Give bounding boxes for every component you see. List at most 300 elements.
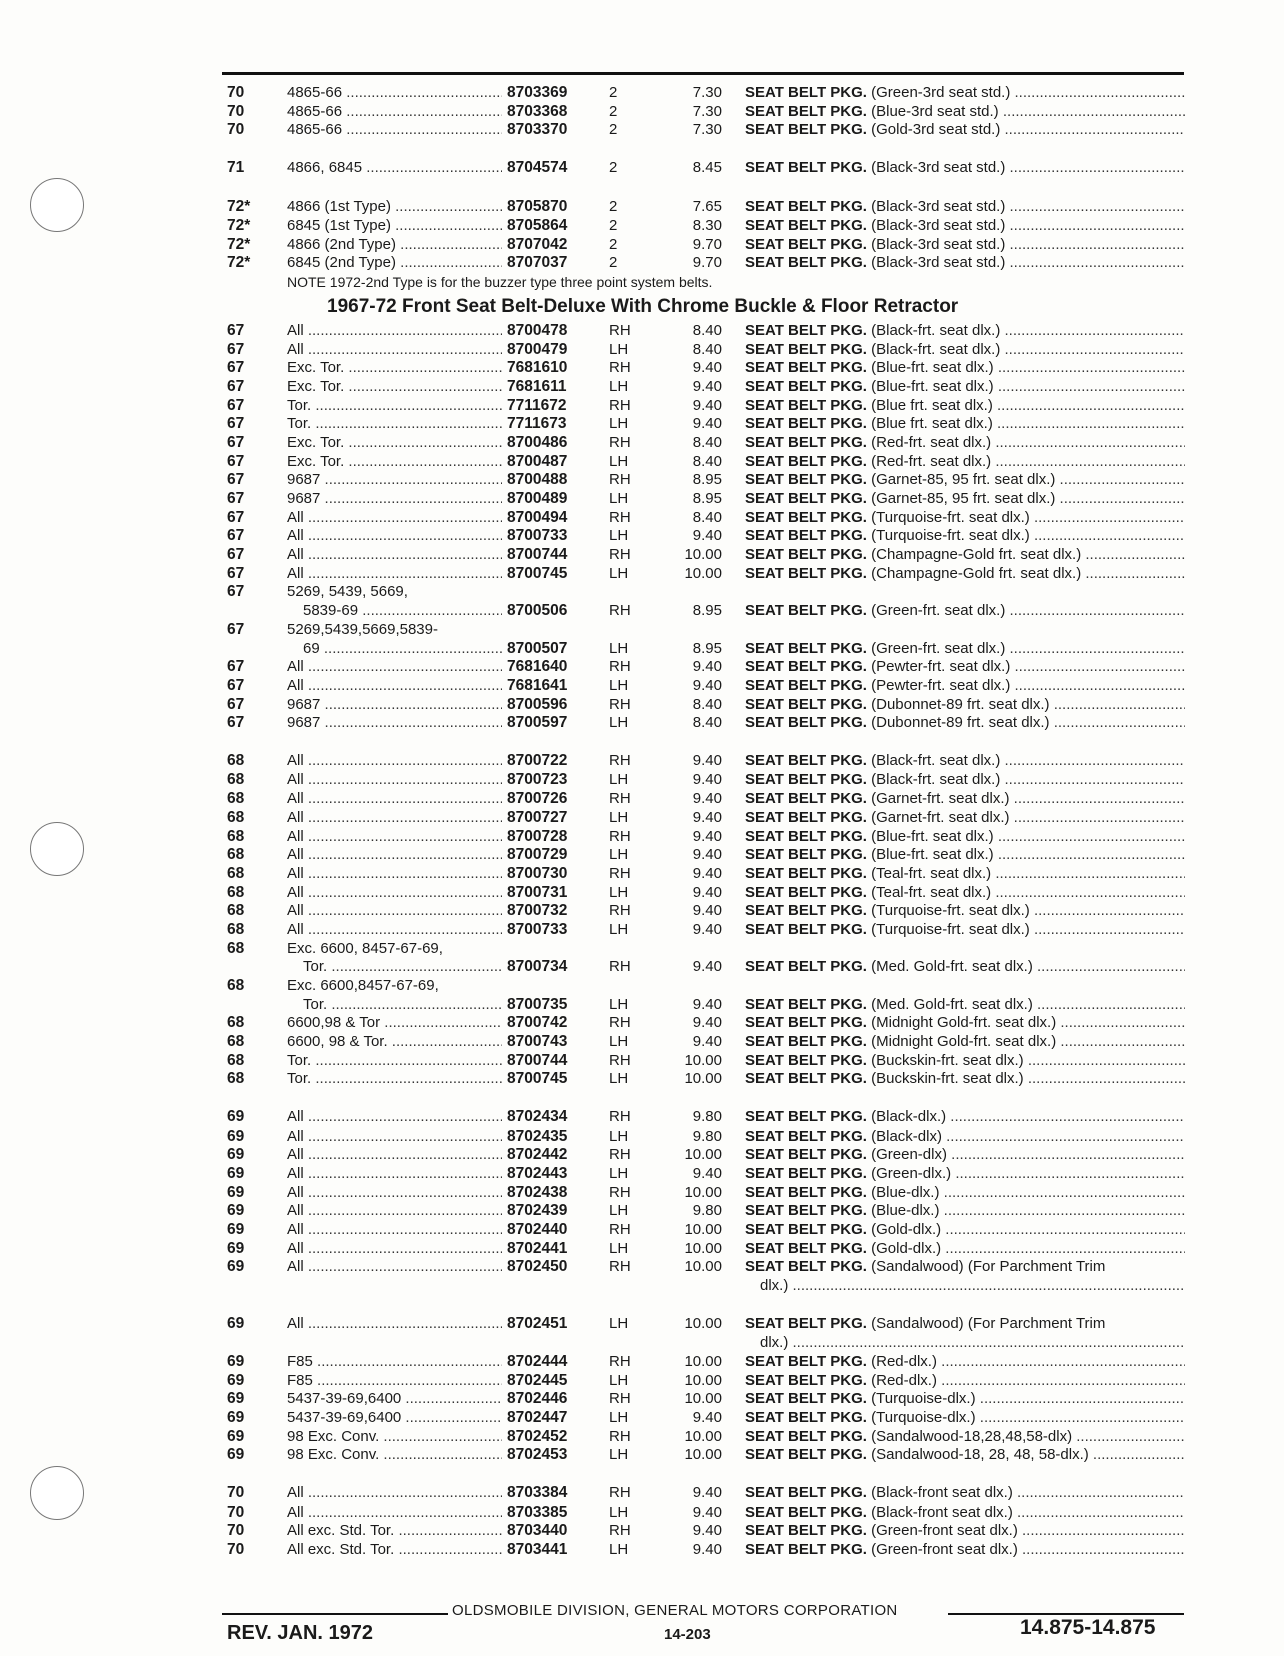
description-text: (Red-dlx.) xyxy=(871,1371,937,1389)
table-row xyxy=(0,471,1284,490)
side-qty-cell: LH xyxy=(609,377,629,395)
model-cell: 9687 ..... xyxy=(287,714,502,733)
table-row xyxy=(0,359,1284,378)
description-text: (Green-frt. seat dlx.) xyxy=(871,639,1006,657)
description-label: SEAT BELT PKG. xyxy=(745,433,867,451)
description-text: (Turquoise-frt. seat dlx.) xyxy=(871,920,1030,938)
table-row xyxy=(0,397,1284,416)
part-number-cell: 8702443 xyxy=(507,1165,568,1182)
year-cell: 69 xyxy=(227,1165,245,1182)
description-cell xyxy=(745,217,1185,236)
side-qty-cell: RH xyxy=(609,1108,631,1126)
table-row xyxy=(0,198,1284,218)
price-cell: 9.40 xyxy=(692,676,722,694)
description-cell xyxy=(745,121,1185,140)
description-text: (Pewter-frt. seat dlx.) xyxy=(871,676,1011,694)
description-cell xyxy=(745,1541,1185,1560)
year-cell: 72* xyxy=(227,217,251,235)
side-qty-cell: RH xyxy=(609,1427,631,1445)
year-cell: 70 xyxy=(227,1503,245,1521)
table-row xyxy=(0,217,1284,236)
table-row xyxy=(0,977,1284,996)
price-cell: 7.30 xyxy=(692,84,722,101)
model-cell: Exc. Tor. ..... xyxy=(287,378,502,397)
description-cell xyxy=(745,1390,1185,1409)
side-qty-cell: RH xyxy=(609,1522,631,1540)
table-row xyxy=(0,1070,1284,1089)
description-cell xyxy=(745,1108,1185,1127)
description-label: SEAT BELT PKG. xyxy=(745,396,867,414)
description-text: (Black-3rd seat std.) xyxy=(871,217,1006,235)
part-number-cell: 8700478 xyxy=(507,321,568,339)
description-label: SEAT BELT PKG. xyxy=(745,321,867,339)
description-cell xyxy=(745,1446,1185,1465)
model-cell: All ..... xyxy=(287,921,502,940)
description-label: SEAT BELT PKG. xyxy=(745,102,867,120)
price-cell: 9.40 xyxy=(692,827,722,845)
price-cell: 9.40 xyxy=(692,359,722,377)
table-row xyxy=(0,902,1284,921)
side-qty-cell: RH xyxy=(609,508,631,526)
year-cell: 68 xyxy=(227,808,245,826)
parts-list xyxy=(0,84,1284,1560)
year-cell: 69 xyxy=(227,1371,245,1389)
side-qty-cell: 2 xyxy=(609,159,618,177)
description-text: (Red-frt. seat dlx.) xyxy=(871,433,992,451)
description-label: SEAT BELT PKG. xyxy=(745,1221,867,1239)
description-label: SEAT BELT PKG. xyxy=(745,471,867,489)
table-row xyxy=(0,1484,1284,1504)
price-cell: 8.40 xyxy=(692,433,722,451)
year-cell: 70 xyxy=(227,1522,245,1540)
part-number-cell: 8702439 xyxy=(507,1202,568,1220)
year-cell: 69 xyxy=(227,1446,245,1464)
side-qty-cell: RH xyxy=(609,359,631,377)
price-cell: 8.40 xyxy=(692,321,722,339)
side-qty-cell: RH xyxy=(609,1258,631,1276)
description-text: (Black-frt. seat dlx.) xyxy=(871,340,1001,358)
part-number-cell: 8700735 xyxy=(507,995,568,1013)
description-cell xyxy=(745,1504,1185,1523)
side-qty-cell: 2 xyxy=(609,217,618,235)
description-text: (Black-dlx) xyxy=(871,1127,942,1145)
table-row xyxy=(0,658,1284,677)
description-cell xyxy=(745,453,1185,472)
part-number-cell: 8700742 xyxy=(507,1014,568,1032)
part-number-cell: 8707042 xyxy=(507,235,568,253)
year-cell: 67 xyxy=(227,508,245,526)
part-number-cell: 7711672 xyxy=(507,396,567,414)
table-row xyxy=(0,1409,1284,1428)
description-text: (Pewter-frt. seat dlx.) xyxy=(871,658,1011,676)
part-number-cell: 8702450 xyxy=(507,1258,568,1276)
model-cell: All ..... xyxy=(287,1240,502,1259)
side-qty-cell: LH xyxy=(609,808,629,826)
model-cell: All ..... xyxy=(287,322,502,341)
side-qty-cell: 2 xyxy=(609,254,618,272)
table-row xyxy=(0,884,1284,903)
part-number-cell: 8703368 xyxy=(507,102,568,120)
side-qty-cell: RH xyxy=(609,751,631,769)
part-number-cell: 8700732 xyxy=(507,902,568,920)
part-number-cell: 8700733 xyxy=(507,920,568,938)
table-row xyxy=(0,453,1284,472)
description-text: (Turquoise-dlx.) xyxy=(871,1390,976,1408)
model-cell: 6600, 98 & Tor. ..... xyxy=(287,1033,502,1052)
price-cell: 10.00 xyxy=(684,1446,722,1464)
price-cell: 9.40 xyxy=(692,527,722,545)
description-label: SEAT BELT PKG. xyxy=(745,235,867,253)
part-number-cell: 7681611 xyxy=(507,377,567,395)
page-number: 14-203 xyxy=(664,1626,711,1643)
side-qty-cell: 2 xyxy=(609,235,618,253)
part-number-cell: 8700744 xyxy=(507,1051,568,1069)
year-cell: 69 xyxy=(227,1390,245,1408)
part-number-cell: 8703384 xyxy=(507,1484,568,1502)
description-label: SEAT BELT PKG. xyxy=(745,808,867,826)
price-cell: 9.70 xyxy=(692,254,722,272)
table-row xyxy=(0,696,1284,715)
year-cell: 68 xyxy=(227,790,245,808)
description-cell xyxy=(745,771,1185,790)
year-cell: 69 xyxy=(227,1353,245,1370)
part-number-cell: 8707037 xyxy=(507,254,568,272)
model-cell: All ..... xyxy=(287,771,502,790)
year-cell: 67 xyxy=(227,564,245,582)
year-cell: 70 xyxy=(227,1541,245,1558)
table-row xyxy=(0,846,1284,865)
table-row xyxy=(0,1334,1284,1353)
side-qty-cell: LH xyxy=(609,1127,629,1145)
table-row xyxy=(0,546,1284,565)
table-row xyxy=(0,1165,1284,1184)
model-cell: All ..... xyxy=(287,1258,502,1277)
table-row xyxy=(0,640,1284,659)
description-text: (Blue-frt. seat dlx.) xyxy=(871,377,994,395)
description-label: SEAT BELT PKG. xyxy=(745,658,867,676)
description-cell xyxy=(745,434,1185,453)
description-label: SEAT BELT PKG. xyxy=(745,1258,867,1276)
description-label: SEAT BELT PKG. xyxy=(745,1108,867,1126)
side-qty-cell: LH xyxy=(609,714,629,732)
part-number-cell: 8700729 xyxy=(507,846,568,864)
model-cell: Exc. Tor. ..... xyxy=(287,453,502,472)
description-text: (Black-front seat dlx.) xyxy=(871,1503,1013,1521)
description-label: SEAT BELT PKG. xyxy=(745,902,867,920)
description-text: (Dubonnet-89 frt. seat dlx.) xyxy=(871,695,1050,713)
model-cell: All ..... xyxy=(287,677,502,696)
table-row xyxy=(0,677,1284,696)
model-cell: 6845 (2nd Type) ..... xyxy=(287,254,502,273)
part-number-cell: 8704574 xyxy=(507,159,568,177)
side-qty-cell: RH xyxy=(609,902,631,920)
part-number-cell: 8700596 xyxy=(507,695,568,713)
table-row xyxy=(0,565,1284,584)
year-cell: 69 xyxy=(227,1108,245,1126)
year-cell: 67 xyxy=(227,546,245,564)
description-label: SEAT BELT PKG. xyxy=(745,1503,867,1521)
description-label: SEAT BELT PKG. xyxy=(745,452,867,470)
part-number-cell: 8702447 xyxy=(507,1409,568,1427)
part-number-cell: 8700507 xyxy=(507,639,568,657)
description-label: SEAT BELT PKG. xyxy=(745,377,867,395)
description-text: (Blue-frt. seat dlx.) xyxy=(871,846,994,864)
year-cell: 68 xyxy=(227,846,245,864)
side-qty-cell: 2 xyxy=(609,121,618,139)
price-cell: 9.40 xyxy=(692,790,722,808)
side-qty-cell: LH xyxy=(609,639,629,657)
description-label: SEAT BELT PKG. xyxy=(745,920,867,938)
table-row xyxy=(0,771,1284,790)
description-cell xyxy=(745,1070,1185,1089)
description-label: SEAT BELT PKG. xyxy=(745,1014,867,1032)
table-row xyxy=(0,1221,1284,1240)
description-text: (Turquoise-dlx.) xyxy=(871,1409,976,1427)
model-cell: All ..... xyxy=(287,658,502,677)
year-cell: 68 xyxy=(227,902,245,920)
part-number-cell: 8702440 xyxy=(507,1221,568,1239)
year-cell: 72* xyxy=(227,197,251,215)
description-cell xyxy=(745,996,1185,1015)
description-text: (Midnight Gold-frt. seat dlx.) xyxy=(871,1014,1057,1032)
price-cell: 9.40 xyxy=(692,995,722,1013)
table-row xyxy=(0,236,1284,255)
side-qty-cell: RH xyxy=(609,1390,631,1408)
description-cell xyxy=(745,1484,1185,1503)
side-qty-cell: RH xyxy=(609,321,631,339)
part-number-cell: 8700734 xyxy=(507,958,568,976)
description-text: (Green-3rd seat std.) xyxy=(871,84,1011,101)
model-cell: Exc. 6600,8457-67-69, xyxy=(287,977,439,994)
model-cell: All ..... xyxy=(287,1184,502,1203)
description-text: (Teal-frt. seat dlx.) xyxy=(871,864,992,882)
description-label: SEAT BELT PKG. xyxy=(745,508,867,526)
price-cell: 9.40 xyxy=(692,902,722,920)
year-cell: 70 xyxy=(227,1484,245,1502)
part-number-cell: 8703370 xyxy=(507,121,568,139)
description-text: (Black-3rd seat std.) xyxy=(871,235,1006,253)
model-cell: Tor. ..... xyxy=(287,1070,502,1089)
price-cell: 8.40 xyxy=(692,695,722,713)
description-cell xyxy=(745,790,1185,809)
note-text: NOTE 1972-2nd Type is for the buzzer type three point system belts. xyxy=(287,274,713,291)
price-cell: 9.40 xyxy=(692,808,722,826)
description-text: (Sandalwood-18,28,48,58-dlx) xyxy=(871,1427,1073,1445)
part-number-cell: 8702453 xyxy=(507,1446,568,1464)
year-cell: 67 xyxy=(227,452,245,470)
table-row xyxy=(0,1446,1284,1465)
year-cell: 71 xyxy=(227,159,245,177)
description-cell xyxy=(745,490,1185,509)
description-label: SEAT BELT PKG. xyxy=(745,1165,867,1182)
table-row xyxy=(0,602,1284,621)
description-cell xyxy=(745,828,1185,847)
part-number-cell: 8702444 xyxy=(507,1353,568,1370)
description-label: SEAT BELT PKG. xyxy=(745,1146,867,1164)
part-number-cell: 8702446 xyxy=(507,1390,568,1408)
year-cell: 67 xyxy=(227,658,245,676)
description-text: (Gold-3rd seat std.) xyxy=(871,121,1001,139)
part-number-cell: 8700728 xyxy=(507,827,568,845)
year-cell: 68 xyxy=(227,1014,245,1032)
table-row xyxy=(0,1052,1284,1071)
model-cell: All ..... xyxy=(287,1221,502,1240)
description-text: (Black-3rd seat std.) xyxy=(871,254,1006,272)
year-cell: 67 xyxy=(227,471,245,489)
description-text: (Green-front seat dlx.) xyxy=(871,1522,1018,1540)
side-qty-cell: RH xyxy=(609,1221,631,1239)
description-cell xyxy=(745,1240,1185,1259)
year-cell: 68 xyxy=(227,1033,245,1051)
table-row xyxy=(0,1504,1284,1523)
description-cell xyxy=(745,602,1185,621)
table-row xyxy=(0,1353,1284,1372)
price-cell: 7.30 xyxy=(692,102,722,120)
note-row xyxy=(0,273,1284,292)
description-text: (Blue frt. seat dlx.) xyxy=(871,415,993,433)
price-cell: 10.00 xyxy=(684,1371,722,1389)
model-cell: All ..... xyxy=(287,1202,502,1221)
year-cell: 68 xyxy=(227,771,245,789)
side-qty-cell: RH xyxy=(609,602,631,620)
table-row xyxy=(0,415,1284,434)
model-cell: All ..... xyxy=(287,865,502,884)
year-cell: 67 xyxy=(227,340,245,358)
description-label: SEAT BELT PKG. xyxy=(745,1314,867,1332)
model-cell: 4865-66 ..... xyxy=(287,103,502,122)
part-number-cell: 8700730 xyxy=(507,864,568,882)
description-label: SEAT BELT PKG. xyxy=(745,1446,867,1464)
side-qty-cell: LH xyxy=(609,527,629,545)
description-text: (Blue-3rd seat std.) xyxy=(871,102,999,120)
price-cell: 9.40 xyxy=(692,958,722,976)
description-label: SEAT BELT PKG. xyxy=(745,864,867,882)
part-number-cell: 8700487 xyxy=(507,452,568,470)
model-cell: All ..... xyxy=(287,1108,502,1127)
description-text: (Turquoise-frt. seat dlx.) xyxy=(871,902,1030,920)
description-text: (Garnet-85, 95 frt. seat dlx.) xyxy=(871,490,1056,507)
description-cell xyxy=(745,809,1185,828)
side-qty-cell: RH xyxy=(609,1353,631,1370)
model-cell: All ..... xyxy=(287,1165,502,1184)
description-text: (Garnet-frt. seat dlx.) xyxy=(871,808,1010,826)
table-row xyxy=(0,1390,1284,1409)
description-cell xyxy=(745,921,1185,940)
model-cell: All ..... xyxy=(287,790,502,809)
side-qty-cell: RH xyxy=(609,1146,631,1164)
model-cell: 4866 (2nd Type) ..... xyxy=(287,236,502,255)
description-text: (Garnet-frt. seat dlx.) xyxy=(871,790,1010,808)
table-row xyxy=(0,790,1284,809)
year-cell: 67 xyxy=(227,359,245,377)
price-cell: 10.00 xyxy=(684,546,722,564)
description-label: SEAT BELT PKG. xyxy=(745,995,867,1013)
year-cell: 68 xyxy=(227,883,245,901)
description-label: SEAT BELT PKG. xyxy=(745,1033,867,1051)
year-cell: 67 xyxy=(227,583,245,601)
price-cell: 9.40 xyxy=(692,1522,722,1540)
description-text: (Black-3rd seat std.) xyxy=(871,197,1006,215)
year-cell: 69 xyxy=(227,1427,245,1445)
description-label: SEAT BELT PKG. xyxy=(745,958,867,976)
description-cell xyxy=(745,254,1185,273)
side-qty-cell: 2 xyxy=(609,102,618,120)
part-number-cell: 8700723 xyxy=(507,771,568,789)
side-qty-cell: RH xyxy=(609,695,631,713)
model-cell: Exc. Tor. ..... xyxy=(287,359,502,378)
description-cell xyxy=(745,696,1185,715)
description-cell xyxy=(745,1128,1185,1147)
table-row xyxy=(0,752,1284,772)
description-label: SEAT BELT PKG. xyxy=(745,1239,867,1257)
side-qty-cell: LH xyxy=(609,1070,629,1088)
description-text: (Champagne-Gold frt. seat dlx.) xyxy=(871,564,1082,582)
year-cell: 67 xyxy=(227,433,245,451)
description-text: (Red-dlx.) xyxy=(871,1353,937,1370)
price-cell: 9.40 xyxy=(692,396,722,414)
part-number-cell: 8700479 xyxy=(507,340,568,358)
year-cell: 67 xyxy=(227,415,245,433)
side-qty-cell: RH xyxy=(609,864,631,882)
model-cell: 9687 ..... xyxy=(287,471,502,490)
price-cell: 8.95 xyxy=(692,490,722,507)
year-cell: 67 xyxy=(227,321,245,339)
price-cell: 9.40 xyxy=(692,658,722,676)
description-cell xyxy=(745,677,1185,696)
part-number-cell: 8700743 xyxy=(507,1033,568,1051)
description-label: SEAT BELT PKG. xyxy=(745,1371,867,1389)
description-cell xyxy=(745,640,1185,659)
part-number-cell: 8703440 xyxy=(507,1522,568,1540)
description-text: (Green-front seat dlx.) xyxy=(871,1541,1018,1558)
table-row xyxy=(0,527,1284,546)
description-text: (Sandalwood-18, 28, 48, 58-dlx.) xyxy=(871,1446,1089,1464)
description-text: (Black-3rd seat std.) xyxy=(871,159,1006,177)
price-cell: 10.00 xyxy=(684,1390,722,1408)
price-cell: 9.40 xyxy=(692,1033,722,1051)
description-label: SEAT BELT PKG. xyxy=(745,197,867,215)
table-row xyxy=(0,103,1284,122)
description-text: (Black-front seat dlx.) xyxy=(871,1484,1013,1502)
model-cell: F85 ..... xyxy=(287,1372,502,1391)
year-cell: 69 xyxy=(227,1239,245,1257)
description-cell xyxy=(745,1221,1185,1240)
description-cell xyxy=(745,1165,1185,1184)
description-cell xyxy=(745,159,1185,178)
description-text: (Buckskin-frt. seat dlx.) xyxy=(871,1051,1024,1069)
year-cell: 69 xyxy=(227,1221,245,1239)
description-text: (Sandalwood) (For Parchment Trim xyxy=(871,1258,1106,1276)
side-qty-cell: 2 xyxy=(609,197,618,215)
table-row xyxy=(0,378,1284,397)
price-cell: 9.70 xyxy=(692,235,722,253)
price-cell: 8.95 xyxy=(692,471,722,489)
description-cell xyxy=(745,958,1185,977)
price-cell: 7.30 xyxy=(692,121,722,139)
price-cell: 9.40 xyxy=(692,1409,722,1427)
table-row xyxy=(0,996,1284,1015)
description-cell xyxy=(745,1014,1185,1033)
part-number-cell: 7711673 xyxy=(507,415,567,433)
model-cell: 5839-69 ..... xyxy=(303,602,502,621)
model-cell: 5437-39-69,6400 ..... xyxy=(287,1390,502,1409)
price-cell: 8.95 xyxy=(692,602,722,620)
description-text: (Blue-frt. seat dlx.) xyxy=(871,359,994,377)
year-cell: 70 xyxy=(227,84,245,101)
description-cell xyxy=(745,527,1185,546)
part-number-cell: 7681610 xyxy=(507,359,568,377)
description-cell xyxy=(745,902,1185,921)
